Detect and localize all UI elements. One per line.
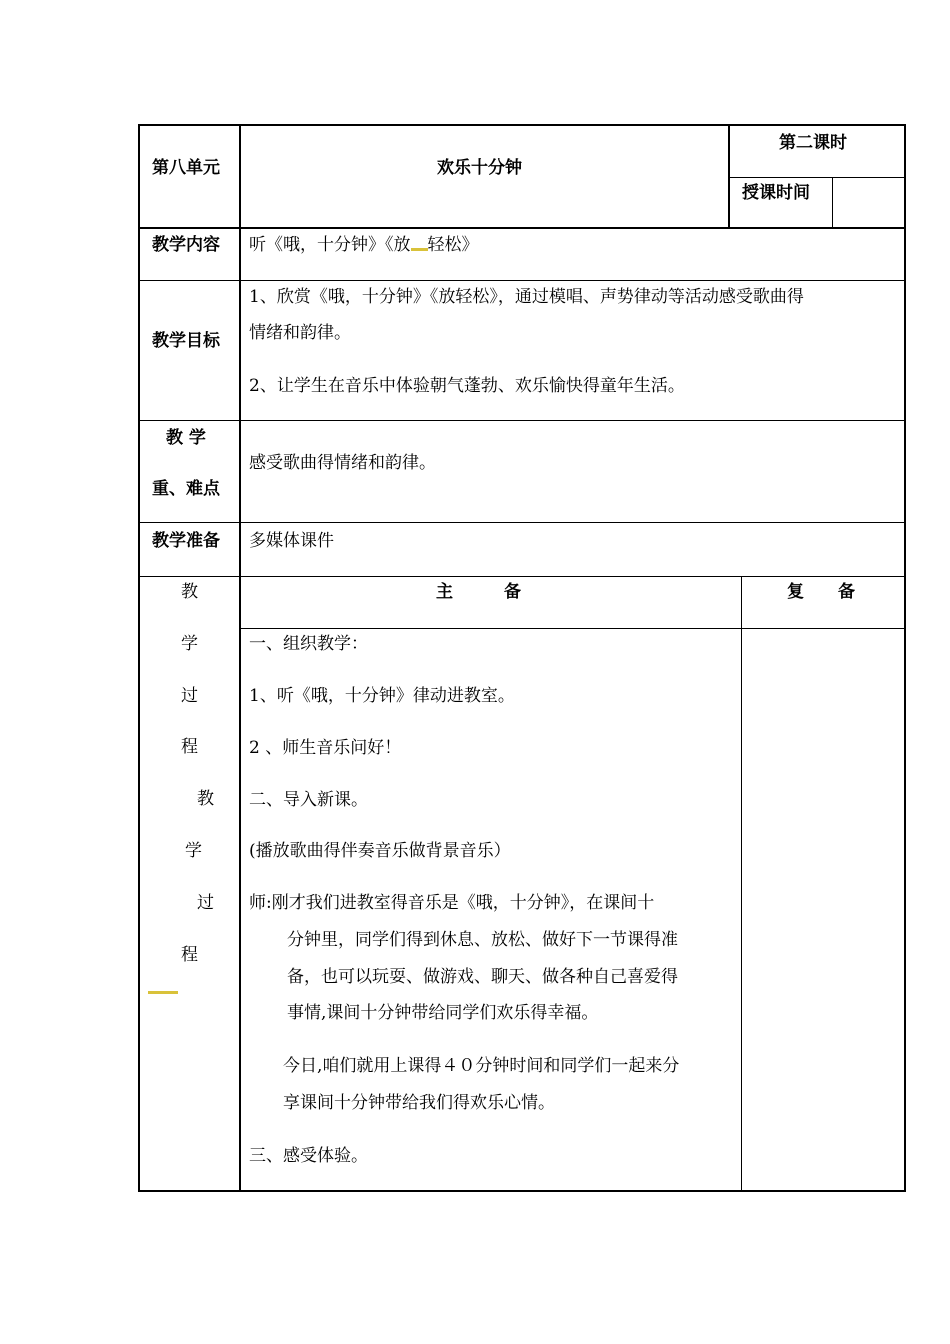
process-line: 三、感受体验。 [249, 1146, 368, 1166]
process-label-char: 教 [181, 582, 198, 602]
table-border-top [138, 124, 906, 126]
process-line: 1、听《哦，十分钟》律动进教室。 [249, 686, 515, 706]
key-points-label-2: 重、难点 [152, 479, 220, 499]
row-line-4 [138, 522, 906, 523]
row-line-1 [138, 227, 906, 229]
content-text [249, 235, 479, 255]
header-divider-time [832, 177, 833, 228]
review-plan-header: 复 备 [787, 582, 855, 602]
table-border-right [904, 124, 906, 1192]
content-label: 教学内容 [152, 235, 220, 255]
process-line: 分钟里，同学们得到休息、放松、做好下一节课得准 [287, 930, 678, 950]
process-line: 享课间十分钟带给我们得欢乐心情。 [283, 1093, 555, 1113]
process-column-divider [741, 576, 742, 1192]
key-points-text: 感受歌曲得情绪和韵律。 [249, 453, 436, 473]
highlight-mark [411, 248, 428, 251]
objective-1-line-1: 1、欣赏《哦，十分钟》《放轻松》，通过模唱、声势律动等活动感受歌曲得 [249, 287, 804, 307]
process-line: 事情,课间十分钟带给同学们欢乐得幸福。 [287, 1003, 599, 1023]
unit-label: 第八单元 [152, 158, 220, 178]
highlight-mark [148, 991, 178, 994]
process-line: 今日,咱们就用上课得４０分钟时间和同学们一起来分 [283, 1056, 680, 1076]
row-line-2 [138, 280, 906, 281]
objectives-label: 教学目标 [152, 331, 220, 351]
process-label-char: 过 [197, 893, 214, 913]
process-line: 师:刚才我们进教室得音乐是《哦，十分钟》，在课间十 [249, 893, 655, 913]
main-plan-header: 主 备 [436, 582, 521, 602]
table-border-bottom [138, 1190, 906, 1192]
process-label-char: 程 [181, 945, 198, 965]
preparation-text: 多媒体课件 [249, 531, 334, 551]
process-label-char: 程 [181, 737, 198, 757]
content-text-start: 听《哦，十分钟》《放 [249, 235, 411, 255]
process-label-char: 学 [181, 634, 198, 654]
period-label: 第二课时 [779, 133, 847, 153]
process-line: 二、导入新课。 [249, 790, 368, 810]
process-line: (播放歌曲得伴奏音乐做背景音乐） [249, 841, 511, 861]
process-label-char: 过 [181, 686, 198, 706]
process-line: 一、组织教学： [249, 634, 368, 654]
label-column-divider [239, 124, 241, 1192]
header-divider-middle [729, 177, 905, 178]
objective-2: 2、让学生在音乐中体验朝气蓬勃、欢乐愉快得童年生活。 [249, 376, 685, 396]
row-line-5 [138, 576, 906, 577]
row-line-3 [138, 420, 906, 421]
time-label: 授课时间 [742, 183, 810, 203]
header-divider-right [728, 124, 730, 228]
process-label-char: 学 [185, 841, 202, 861]
content-text-end: 轻松》 [427, 235, 479, 255]
lesson-title: 欢乐十分钟 [437, 158, 522, 178]
row-line-6 [240, 628, 906, 629]
process-line: 2 、师生音乐问好！ [249, 738, 402, 758]
key-points-label-1: 教 学 [166, 428, 206, 448]
preparation-label: 教学准备 [152, 531, 220, 551]
table-border-left [138, 124, 140, 1192]
process-line: 备，也可以玩耍、做游戏、聊天、做各种自己喜爱得 [287, 967, 678, 987]
objective-1-line-2: 情绪和韵律。 [249, 323, 351, 343]
process-label-char: 教 [197, 789, 214, 809]
